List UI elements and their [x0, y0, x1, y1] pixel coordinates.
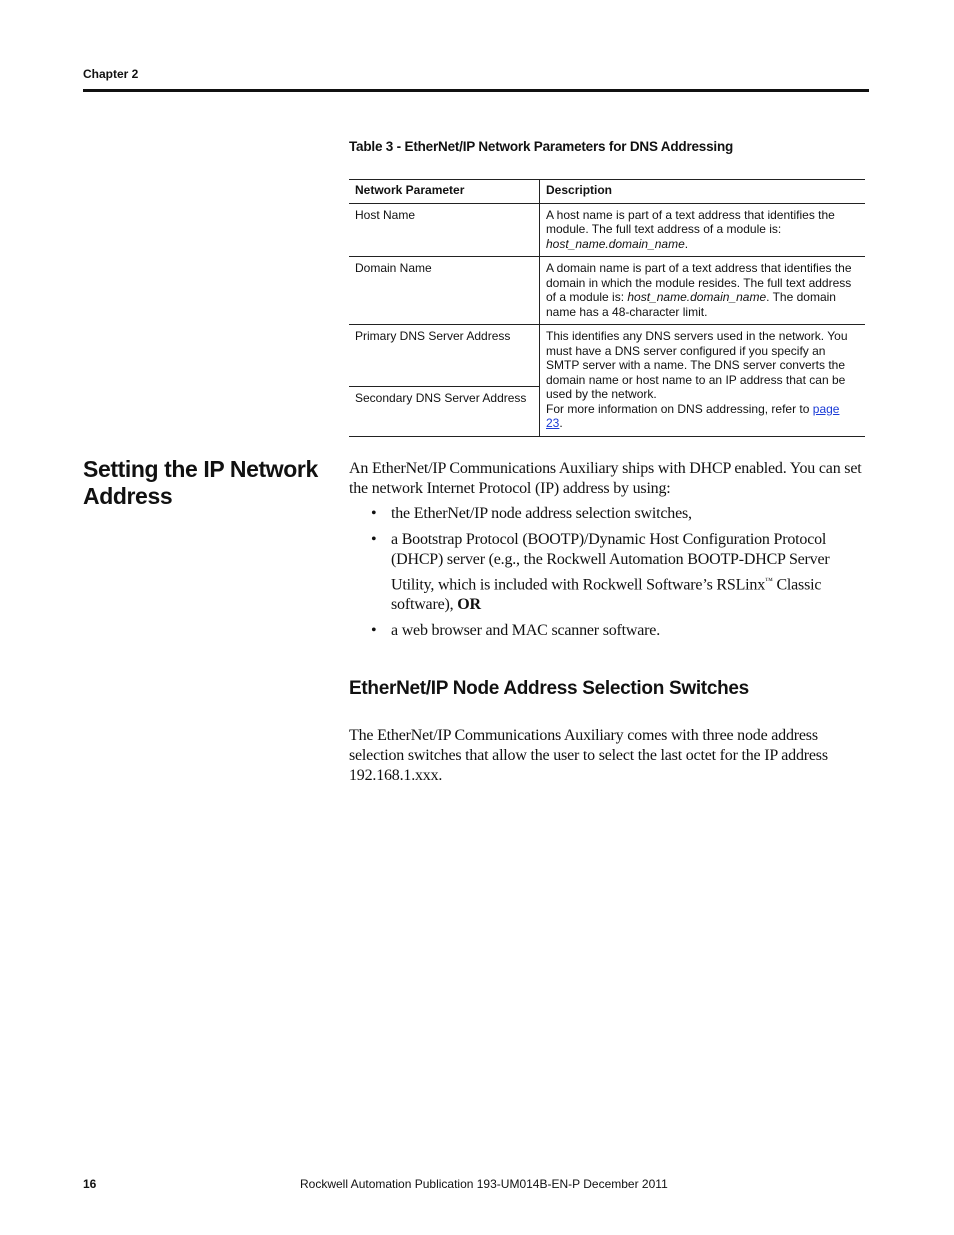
list-item: • the EtherNet/IP node address selection switches,: [349, 504, 871, 525]
switches-paragraph: The EtherNet/IP Communications Auxiliary comes with three node address selection switches that allow the user to select the last octet for the IP address 192.168.1.xxx.: [349, 727, 828, 784]
param-cell-secondary-dns: Secondary DNS Server Address: [349, 386, 540, 436]
chapter-label: Chapter 2: [83, 67, 139, 81]
desc-cell-dns: [540, 325, 866, 437]
desc-cell: [540, 257, 866, 325]
desc-text: A host name is part of a text address that identifies the module. The full text address of a module is:: [546, 207, 835, 236]
header-rule: [83, 89, 869, 92]
desc-text: This identifies any DNS servers used in the network. You must have a DNS server configured if you specify an SMTP server with a name. The DNS server converts the domain name or host name to an IP address that can be used by the network.: [546, 329, 848, 401]
publication-footer: Rockwell Automation Publication 193-UM014B-EN-P December 2011: [300, 1177, 668, 1191]
trademark-mark: ™: [765, 575, 773, 585]
table-row: [349, 257, 865, 325]
section-heading-ip-address: Setting the IP Network Address: [83, 456, 318, 509]
column-header-description: Description: [540, 180, 866, 204]
page-23-link[interactable]: page 23: [546, 401, 840, 430]
dns-parameters-table: [349, 179, 865, 437]
intro-paragraph: An EtherNet/IP Communications Auxiliary ships with DHCP enabled. You can set the network Internet Protocol (IP) address by using:: [349, 460, 862, 497]
method-list: [349, 504, 871, 646]
desc-italic: host_name.domain_name: [546, 236, 685, 251]
param-cell-primary-dns: Primary DNS Server Address: [349, 325, 540, 387]
desc-more: For more information on DNS addressing, refer to: [546, 401, 813, 416]
table-header-row: [349, 180, 865, 204]
page-number: 16: [83, 1177, 97, 1191]
list-item: [349, 530, 871, 616]
column-header-parameter: Network Parameter: [349, 180, 540, 204]
list-item-text: a Bootstrap Protocol (BOOTP)/Dynamic Host Configuration Protocol (DHCP) server (e.g., the Rockwell Automation BOOTP-DHCP Server Utility, which is included with Rockwell Software’s RSLinx: [391, 530, 830, 593]
param-cell: Host Name: [349, 203, 540, 257]
table-row: [349, 325, 865, 387]
desc-text: A domain name is part of a text address that identifies the domain in which the module resides. The full text address of a module is:: [546, 261, 852, 304]
table-row: [349, 203, 865, 257]
desc-tail: .: [684, 236, 689, 251]
list-item: • a web browser and MAC scanner software.: [349, 621, 871, 642]
desc-italic: host_name.domain_name: [627, 290, 767, 304]
desc-tail: .: [559, 416, 563, 430]
list-item-tail: Classic software),: [391, 575, 822, 614]
desc-tail: . The domain name has a 48-character limit.: [546, 290, 836, 319]
param-cell: Domain Name: [349, 257, 540, 325]
table-caption: Table 3 - EtherNet/IP Network Parameters for DNS Addressing: [349, 139, 734, 154]
desc-cell: [540, 203, 866, 257]
list-item-bold: OR: [457, 596, 481, 614]
subsection-heading-switches: EtherNet/IP Node Address Selection Switches: [349, 678, 749, 699]
